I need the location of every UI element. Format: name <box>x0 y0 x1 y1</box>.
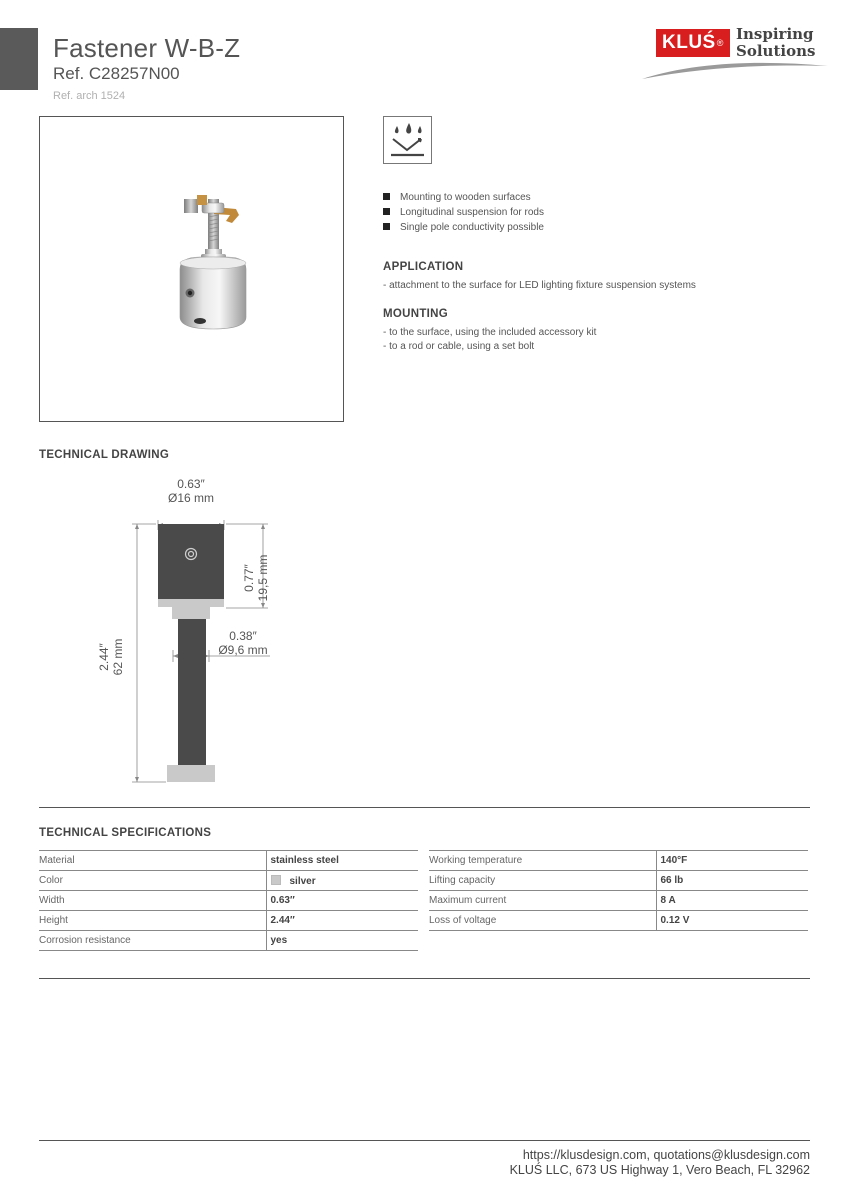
feature-item <box>383 220 544 235</box>
spec-label: Corrosion resistance <box>39 931 266 951</box>
dim-rod-inch: 0.38″ <box>229 629 257 643</box>
water-drops-surface-icon <box>383 116 432 164</box>
footer <box>510 1148 810 1178</box>
product-arch-ref: Ref. arch 1524 <box>53 90 126 102</box>
spec-value: 0.12 V <box>656 911 808 931</box>
spec-row <box>39 911 418 931</box>
spec-value: silver <box>289 875 316 887</box>
footer-address: KLUŚ LLC, 673 US Highway 1, Vero Beach, FL 32962 <box>509 1163 810 1177</box>
product-title: Fastener W-B-Z <box>53 33 241 63</box>
dim-width-label <box>152 477 230 505</box>
footer-contact[interactable]: https://klusdesign.com, quotations@klusdesign.com <box>522 1148 810 1162</box>
feature-item <box>383 190 544 205</box>
dim-total-inch: 2.44″ <box>97 643 111 671</box>
application-list <box>383 279 696 293</box>
drawing-rod <box>178 619 206 765</box>
brand-swoosh-icon <box>640 58 830 82</box>
spec-row <box>429 871 808 891</box>
specs-table-right <box>429 850 808 931</box>
drawing-head-base <box>158 599 224 607</box>
spec-value-color <box>266 871 418 891</box>
dim-width-mm: Ø16 mm <box>167 491 214 505</box>
feature-text: Mounting to wooden surfaces <box>400 192 531 203</box>
drawing-collar <box>172 607 210 619</box>
bullet-square-icon <box>383 223 390 230</box>
spec-row <box>39 931 418 951</box>
product-ref: Ref. C28257N00 <box>53 64 180 83</box>
brand-logo-box <box>656 29 730 57</box>
spec-label: Material <box>39 851 266 871</box>
spec-value: 2.44″ <box>266 911 418 931</box>
spec-row <box>429 891 808 911</box>
dim-total-mm: 62 mm <box>111 638 125 676</box>
dim-head-inch: 0.77″ <box>242 564 256 592</box>
feature-list <box>383 190 544 235</box>
product-photo <box>39 116 344 422</box>
mounting-heading: MOUNTING <box>383 308 449 320</box>
feature-text: Longitudinal suspension for rods <box>400 207 544 218</box>
dim-rod-mm: Ø9,6 mm <box>218 643 268 657</box>
spec-label: Height <box>39 911 266 931</box>
spec-row <box>39 871 418 891</box>
brand-tagline-line-1: Inspiring <box>736 25 814 43</box>
section-divider <box>39 978 810 979</box>
spec-value: stainless steel <box>266 851 418 871</box>
brand-name: KLUŚ <box>662 32 716 53</box>
feature-text: Single pole conductivity possible <box>400 222 544 233</box>
bullet-square-icon <box>383 193 390 200</box>
spec-value: yes <box>266 931 418 951</box>
dim-rod-label <box>213 629 273 657</box>
spec-value: 140°F <box>656 851 808 871</box>
specs-table-left <box>39 850 418 951</box>
spec-value: 66 lb <box>656 871 808 891</box>
drawing-head-block <box>158 524 224 602</box>
spec-label: Maximum current <box>429 891 656 911</box>
spec-label: Loss of voltage <box>429 911 656 931</box>
dim-head-label <box>226 542 286 602</box>
brand-tagline-line-2: Solutions <box>736 42 816 60</box>
spec-row <box>39 891 418 911</box>
brand-tagline <box>736 26 815 60</box>
dim-total-label <box>96 627 156 687</box>
corner-accent-block <box>0 28 38 90</box>
technical-drawing-heading: TECHNICAL DRAWING <box>39 449 170 461</box>
spec-row <box>429 851 808 871</box>
mounting-item: - to a rod or cable, using a set bolt <box>383 341 535 352</box>
spec-row <box>429 911 808 931</box>
brand-registered-mark: ® <box>716 38 724 48</box>
section-divider <box>39 807 810 808</box>
brand-logo[interactable] <box>640 26 830 82</box>
drawing-foot <box>167 765 215 782</box>
spec-label: Lifting capacity <box>429 871 656 891</box>
feature-item <box>383 205 544 220</box>
fastener-photo-illustration <box>40 117 345 423</box>
mounting-item: - to the surface, using the included accessory kit <box>383 327 597 338</box>
spec-label: Width <box>39 891 266 911</box>
spec-row <box>39 851 418 871</box>
dim-head-mm: 19,5 mm <box>256 554 270 602</box>
silver-swatch <box>271 875 281 885</box>
application-heading: APPLICATION <box>383 261 464 273</box>
footer-divider <box>39 1140 810 1141</box>
spec-label: Color <box>39 871 266 891</box>
spec-value: 8 A <box>656 891 808 911</box>
mounting-list <box>383 326 596 354</box>
technical-specs-heading: TECHNICAL SPECIFICATIONS <box>39 827 212 839</box>
bullet-square-icon <box>383 208 390 215</box>
spec-label: Working temperature <box>429 851 656 871</box>
dim-width-inch: 0.63″ <box>177 477 205 491</box>
application-item: - attachment to the surface for LED lighting fixture suspension systems <box>383 280 696 291</box>
spec-value: 0.63″ <box>266 891 418 911</box>
